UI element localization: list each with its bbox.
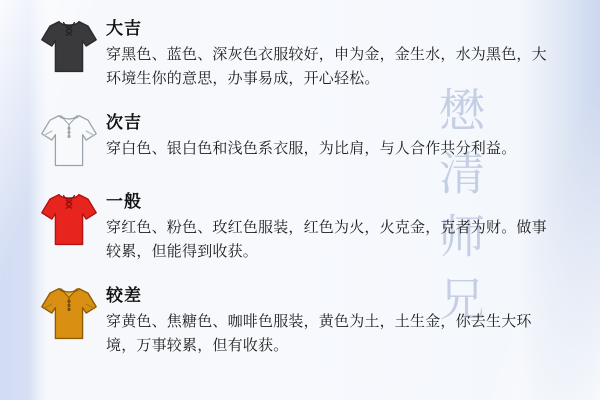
section-yiban [40, 183, 558, 264]
grade-description: 穿黄色、焦糖色、咖啡色服装，黄色为土，土生金，你去生大环境，万事较累，但有收获。 [106, 313, 532, 354]
section-yiban-text [106, 183, 558, 264]
section-daji-text [106, 10, 558, 91]
section-jiaocha-text [106, 277, 558, 358]
grade-label: 一般 [106, 192, 142, 211]
watermark-text: 懋清师兄 [432, 86, 486, 338]
grade-description: 穿黑色、蓝色、深灰色衣服较好，申为金，金生水，水为黑色，大环境生你的意思，办事易成，开心轻松。 [106, 46, 547, 87]
section-daji [40, 10, 558, 91]
section-jiaocha [40, 277, 558, 358]
grade-label: 较差 [106, 286, 142, 305]
white-polo-icon [40, 104, 98, 170]
grade-description: 穿白色、银白色和浅色系衣服，为比肩，与人合作共分利益。 [106, 140, 517, 157]
grade-description: 穿红色、粉色、玫红色服装，红色为火，火克金，克者为财。做事较累，但能得到收获。 [106, 219, 547, 260]
grade-label: 次吉 [106, 113, 142, 132]
grade-label: 大吉 [106, 19, 142, 38]
black-tshirt-icon [40, 10, 98, 76]
red-tshirt-icon [40, 183, 98, 249]
section-ciji-text [106, 104, 558, 161]
section-ciji [40, 104, 558, 170]
gold-polo-icon [40, 277, 98, 343]
grade-sections [40, 10, 558, 371]
